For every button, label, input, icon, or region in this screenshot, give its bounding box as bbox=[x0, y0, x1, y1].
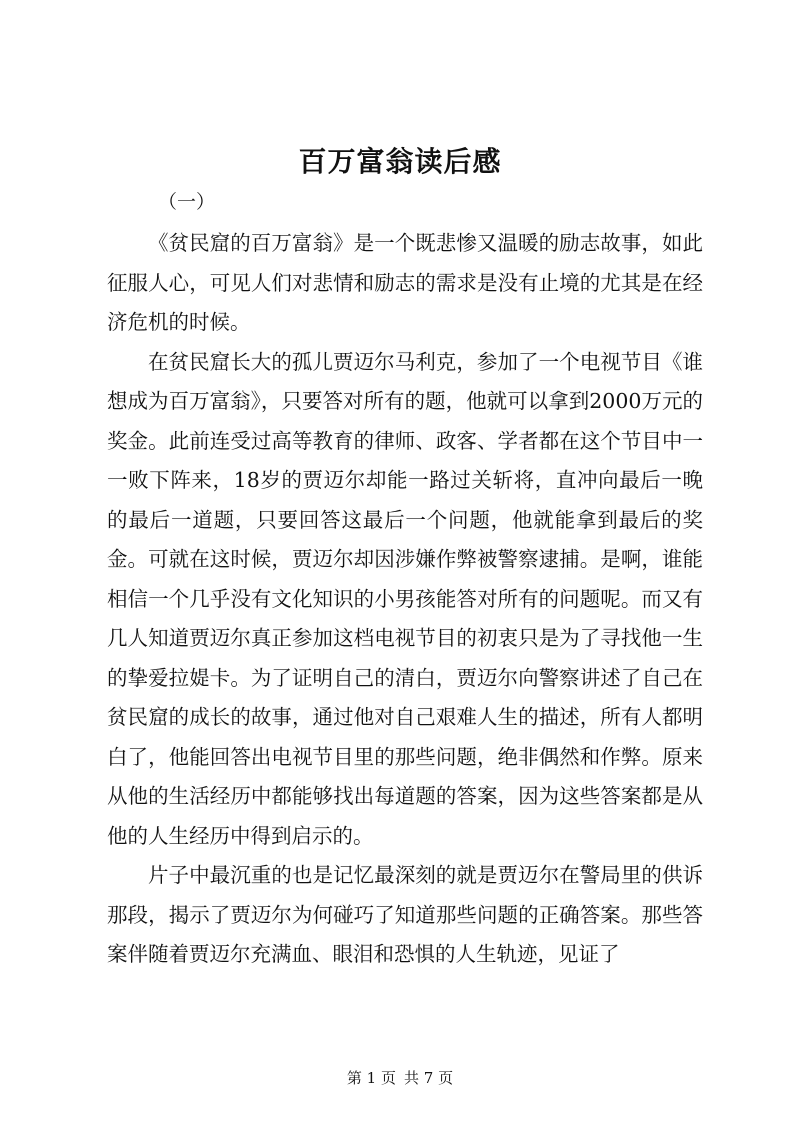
section-heading: （一） bbox=[158, 191, 216, 213]
page-number: 第 1 页 bbox=[346, 1069, 396, 1087]
paragraph-2: 在贫民窟长大的孤儿贾迈尔马利克，参加了一个电视节目《谁想成为百万富翁》，只要答对所有的题，他就可以拿到2000万元的奖金。此前连受过高等教育的律师、政客、学者都在这个节目中一一败下阵来，18岁的贾迈尔却能一路过关斩将，直冲向最后一晚的最后一道题，只要回答这最后一个问题，他就能拿到最后的奖金。可就在这时候，贾迈尔却因涉嫌作弊被警察逮捕。是啊，谁能相信一个几乎没有文化知识的小男孩能答对所有的问题呢。而又有几人知道贾迈尔真正参加这档电视节目的初衷只是为了寻找他一生的挚爱拉媞卡。为了证明自己的清白，贾迈尔向警察讲述了自己在贫民窟的成长的故事，通过他对自己艰难人生的描述，所有人都明白了，他能回答出电视节目里的那些问题，绝非偶然和作弊。原来从他的生活经历中都能够找出每道题的答案，因为这些答案都是从他的人生经历中得到启示的。 bbox=[107, 349, 703, 848]
paragraph-3: 片子中最沉重的也是记忆最深刻的就是贾迈尔在警局里的供诉那段，揭示了贾迈尔为何碰巧了知道那些问题的正确答案。那些答案伴随着贾迈尔充满血、眼泪和恐惧的人生轨迹，见证了 bbox=[107, 863, 703, 966]
document-body bbox=[107, 224, 703, 975]
document-title: 百万富翁读后感 bbox=[298, 145, 502, 178]
page-total: 共 7 页 bbox=[404, 1069, 454, 1087]
page-footer bbox=[0, 1068, 800, 1088]
paragraph-1: 《贫民窟的百万富翁》是一个既悲惨又温暖的励志故事，如此征服人心，可见人们对悲情和励志的需求是没有止境的尤其是在经济危机的时候。 bbox=[107, 231, 703, 334]
